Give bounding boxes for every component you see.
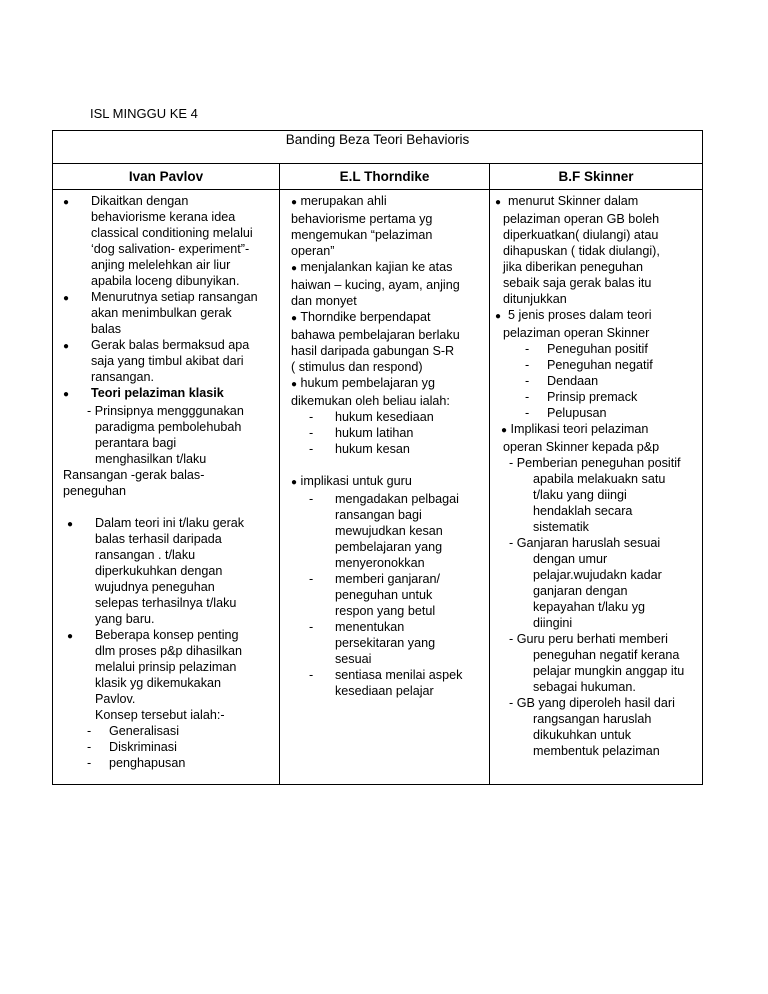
text-line: t/laku yang diingi <box>533 488 627 502</box>
dash-marker: - <box>309 426 314 440</box>
bullet-icon: ● <box>63 341 70 352</box>
list-item <box>291 409 487 425</box>
list-item <box>291 375 487 409</box>
list-item <box>63 515 275 627</box>
bullet-icon: ● <box>67 631 74 642</box>
text-line: hukum kesediaan <box>335 410 434 424</box>
text-line: mengemukan “pelaziman <box>291 228 433 242</box>
text-line: kepayahan t/laku yg <box>533 600 646 614</box>
text-line: operan Skinner kepada p&p <box>503 440 660 454</box>
bullet-icon: ● <box>63 293 70 304</box>
text-line: Thorndike berpendapat <box>300 310 431 324</box>
text-line: memberi ganjaran/ <box>335 572 440 586</box>
list-item <box>291 259 487 309</box>
dash-marker: - <box>87 756 92 770</box>
text-line: mengadakan pelbagai <box>335 492 459 506</box>
list-item <box>495 357 700 373</box>
list-item <box>291 193 487 259</box>
bullet-icon: ● <box>63 197 70 208</box>
text-line: Generalisasi <box>109 724 179 738</box>
text-line: hendaklah secara <box>533 504 633 518</box>
text-line: ransangan. <box>91 370 155 384</box>
text-line: diperkuatkan( diulangi) atau <box>503 228 659 242</box>
text-line: behaviorisme kerana idea <box>91 210 236 224</box>
text-line: peneguhan <box>63 484 127 498</box>
text-line: anjing melelehkan air liur <box>91 258 231 272</box>
bullet-icon: ● <box>495 311 502 322</box>
list-item <box>63 385 275 403</box>
list-item <box>63 627 275 723</box>
text-line: pelajar.wujudakn kadar <box>533 568 662 582</box>
implication-item <box>495 631 700 695</box>
list-item <box>63 289 275 337</box>
text-line: hasil daripada gabungan S-R <box>291 344 455 358</box>
text-line: - Guru peru berhati memberi <box>509 632 668 646</box>
text-line: respon yang betul <box>335 604 436 618</box>
text-line: sistematik <box>533 520 589 534</box>
text-line: yang baru. <box>95 612 155 626</box>
dash-marker: - <box>309 410 314 424</box>
text-line: implikasi untuk guru <box>300 474 412 488</box>
implication-item <box>495 535 700 631</box>
text-line: operan” <box>291 244 335 258</box>
text-line: peneguhan untuk <box>335 588 433 602</box>
dash-marker: - <box>309 620 314 634</box>
text-line: menjalankan kajian ke atas <box>300 260 453 274</box>
text-line: Menurutnya setiap ransangan <box>91 290 258 304</box>
text-line: dihapuskan ( tidak diulangi), <box>503 244 660 258</box>
column-divider <box>489 164 490 784</box>
bullet-icon: ● <box>63 389 70 400</box>
text-line: Peneguhan positif <box>547 342 648 356</box>
column-divider <box>279 164 280 784</box>
text-line: pembelajaran yang <box>335 540 443 554</box>
text-line: sebagai hukuman. <box>533 680 636 694</box>
text-line: dan monyet <box>291 294 357 308</box>
table-title: Banding Beza Teori Behavioris <box>53 131 702 164</box>
bold-heading: Teori pelaziman klasik <box>91 386 224 400</box>
list-item <box>291 309 487 375</box>
text-line: menyeronokkan <box>335 556 425 570</box>
bullet-icon: ● <box>291 313 298 324</box>
dash-marker: - <box>309 442 314 456</box>
text-line: Prinsip premack <box>547 390 638 404</box>
text-line: - GB yang diperoleh hasil dari <box>509 696 675 710</box>
text-line: Gerak balas bermaksud apa <box>91 338 250 352</box>
header-ivan-pavlov: Ivan Pavlov <box>53 164 279 190</box>
dash-marker: - <box>525 342 530 356</box>
text-line: menurut Skinner dalam <box>508 194 639 208</box>
list-item <box>63 337 275 385</box>
text-line: selepas terhasilnya t/laku <box>95 596 237 610</box>
dash-marker: - <box>525 358 530 372</box>
bullet-icon: ● <box>67 519 74 530</box>
text-line: akan menimbulkan gerak <box>91 306 232 320</box>
text-line: sesuai <box>335 652 372 666</box>
text-line: Ransangan -gerak balas- <box>63 468 205 482</box>
list-item <box>63 739 275 755</box>
dash-marker: - <box>87 740 92 754</box>
header-thorndike: E.L Thorndike <box>280 164 489 190</box>
text-line: pelaziman operan Skinner <box>503 326 650 340</box>
list-item <box>495 341 700 357</box>
bullet-icon: ● <box>291 263 298 274</box>
list-item <box>63 193 275 289</box>
text-line: Implikasi teori pelaziman <box>510 422 649 436</box>
list-item <box>291 667 487 699</box>
header-skinner: B.F Skinner <box>490 164 702 190</box>
text-line: hukum latihan <box>335 426 414 440</box>
text-line: klasik yg dikemukakan <box>95 676 221 690</box>
text-line: ( stimulus dan respond) <box>291 360 423 374</box>
text-line: mewujudkan kesan <box>335 524 443 538</box>
text-line: menentukan <box>335 620 405 634</box>
text-line: Dalam teori ini t/laku gerak <box>95 516 245 530</box>
list-item <box>495 421 700 455</box>
text-line: haiwan – kucing, ayam, anjing <box>291 278 460 292</box>
text-line: ‘dog salivation- experiment”- <box>91 242 250 256</box>
list-item <box>291 619 487 667</box>
flow-text <box>63 467 275 499</box>
text-line: bahawa pembelajaran berlaku <box>291 328 460 342</box>
text-line: balas terhasil daripada <box>95 532 222 546</box>
text-line: rangsangan haruslah <box>533 712 652 726</box>
text-line: peneguhan negatif kerana <box>533 648 680 662</box>
bullet-icon: ● <box>501 425 508 436</box>
list-item <box>495 389 700 405</box>
list-item <box>291 491 487 571</box>
text-line: perantara bagi <box>95 436 177 450</box>
list-item <box>495 193 700 307</box>
dash-marker: - <box>309 668 314 682</box>
text-line: ganjaran dengan <box>533 584 628 598</box>
dash-marker: - <box>525 374 530 388</box>
text-line: diperkukuhkan dengan <box>95 564 223 578</box>
list-item <box>291 473 487 491</box>
text-line: Dendaan <box>547 374 599 388</box>
pavlov-column <box>63 193 275 771</box>
text-line: persekitaran yang <box>335 636 436 650</box>
list-item <box>291 425 487 441</box>
sub-paragraph <box>63 403 275 467</box>
dash-marker: - <box>525 390 530 404</box>
text-line: wujudnya peneguhan <box>95 580 215 594</box>
text-line: Beberapa konsep penting <box>95 628 239 642</box>
text-line: sentiasa menilai aspek <box>335 668 463 682</box>
text-line: Konsep tersebut ialah:- <box>95 708 225 722</box>
text-line: pelajar mungkin anggap itu <box>533 664 685 678</box>
text-line: membentuk pelaziman <box>533 744 660 758</box>
comparison-table <box>52 130 703 785</box>
text-line: dikemukan oleh beliau ialah: <box>291 394 450 408</box>
dash-marker: - <box>309 572 314 586</box>
text-line: classical conditioning melalui <box>91 226 253 240</box>
dash-marker: - <box>525 406 530 420</box>
text-line: behaviorisme pertama yg <box>291 212 433 226</box>
text-line: Pelupusan <box>547 406 607 420</box>
text-line: ransangan bagi <box>335 508 422 522</box>
text-line: paradigma pembolehubah <box>95 420 242 434</box>
text-line: sebaik saja gerak balas itu <box>503 276 652 290</box>
text-line: diingini <box>533 616 573 630</box>
text-line: dikukuhkan untuk <box>533 728 632 742</box>
text-line: melalui prinsip pelaziman <box>95 660 237 674</box>
list-item <box>495 373 700 389</box>
document-heading: ISL MINGGU KE 4 <box>90 106 198 121</box>
dash-marker: - <box>87 724 92 738</box>
implication-item <box>495 695 700 759</box>
text-line: ditunjukkan <box>503 292 567 306</box>
text-line: hukum pembelajaran yg <box>300 376 435 390</box>
text-line: apabila melakuakn satu <box>533 472 666 486</box>
text-line: menghasilkan t/laku <box>95 452 207 466</box>
skinner-column <box>495 193 700 759</box>
list-item <box>63 755 275 771</box>
implication-item <box>495 455 700 535</box>
text-line: - Prinsipnya mengggunakan <box>87 404 244 418</box>
list-item <box>63 723 275 739</box>
text-line: - Ganjaran haruslah sesuai <box>509 536 661 550</box>
thorndike-column <box>291 193 487 699</box>
list-item <box>495 405 700 421</box>
list-item <box>495 307 700 341</box>
text-line: Dikaitkan dengan <box>91 194 189 208</box>
text-line: balas <box>91 322 122 336</box>
text-line: pelaziman operan GB boleh <box>503 212 660 226</box>
text-line: apabila loceng dibunyikan. <box>91 274 240 288</box>
text-line: merupakan ahli <box>300 194 387 208</box>
text-line: dlm proses p&p dihasilkan <box>95 644 243 658</box>
text-line: ransangan . t/laku <box>95 548 196 562</box>
text-line: Pavlov. <box>95 692 136 706</box>
text-line: Peneguhan negatif <box>547 358 653 372</box>
bullet-icon: ● <box>291 477 298 488</box>
bullet-icon: ● <box>495 197 502 208</box>
bullet-icon: ● <box>291 379 298 390</box>
dash-marker: - <box>309 492 314 506</box>
text-line: hukum kesan <box>335 442 410 456</box>
text-line: kesediaan pelajar <box>335 684 434 698</box>
list-item <box>291 571 487 619</box>
text-line: saja yang timbul akibat dari <box>91 354 244 368</box>
text-line: 5 jenis proses dalam teori <box>508 308 652 322</box>
text-line: Diskriminasi <box>109 740 177 754</box>
text-line: dengan umur <box>533 552 608 566</box>
list-item <box>291 441 487 457</box>
text-line: - Pemberian peneguhan positif <box>509 456 681 470</box>
text-line: penghapusan <box>109 756 186 770</box>
bullet-icon: ● <box>291 197 298 208</box>
text-line: jika diberikan peneguhan <box>503 260 644 274</box>
